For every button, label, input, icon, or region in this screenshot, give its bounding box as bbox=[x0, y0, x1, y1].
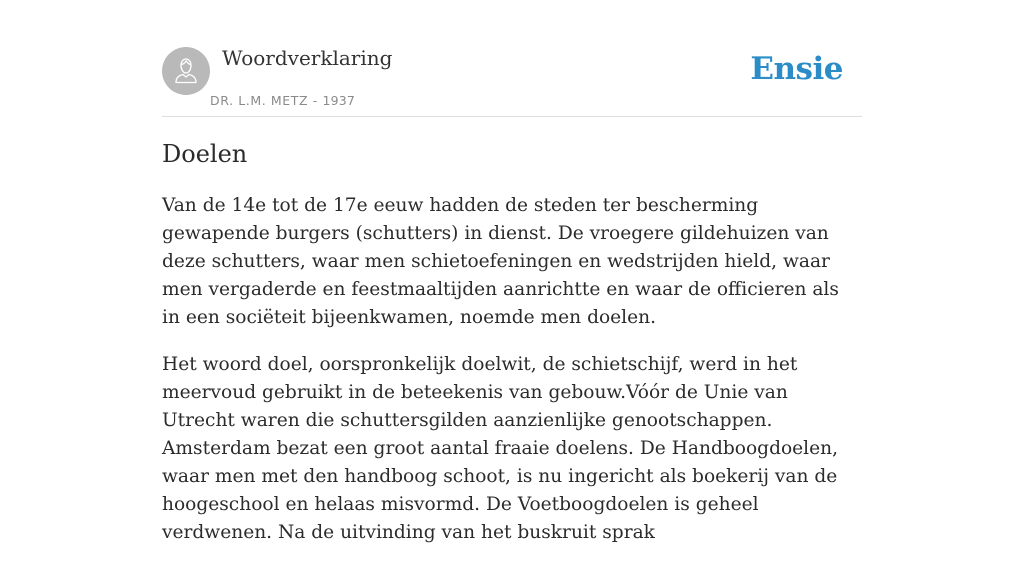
source-separator: - bbox=[308, 93, 323, 108]
article-paragraph-1: Van de 14e tot de 17e eeuw hadden de steden ter bescherming gewapende burgers (schutters) in dienst. De vroegere gildehuizen van deze schutters, waar men schietoefeningen en wedstrijden hield, waar men vergaderde en feestmaaltijden aanrichtte en waar de officieren als in een sociëteit bijeenkwamen, noemde men doelen. bbox=[162, 195, 839, 328]
source-year: 1937 bbox=[322, 93, 356, 108]
source-author: DR. L.M. METZ bbox=[210, 93, 309, 108]
header bbox=[162, 0, 862, 117]
person-outline-icon bbox=[162, 47, 210, 95]
user-avatar-icon bbox=[162, 47, 210, 95]
category-label: Woordverklaring bbox=[222, 46, 393, 70]
article-body bbox=[162, 192, 862, 566]
source-line bbox=[210, 93, 355, 109]
article-paragraph-2: Het woord doel, oorspronkelijk doelwit, de schietschijf, werd in het meervoud gebruikt in de beteekenis van gebouw.Vóór de Unie van Utrecht waren die schuttersgilden aanzienlijke genootschappen. Amsterdam bezat een groot aantal fraaie doelens. De Handboogdoelen, waar men met den handboog schoot, is nu ingericht als boekerij van de hoogeschool en helaas misvormd. De Voetboogdoelen is geheel verdwenen. Na de uitvinding van het buskruit sprak bbox=[162, 354, 839, 543]
ensie-logo-link[interactable]: Ensie bbox=[750, 51, 843, 87]
article-title: Doelen bbox=[162, 140, 248, 168]
